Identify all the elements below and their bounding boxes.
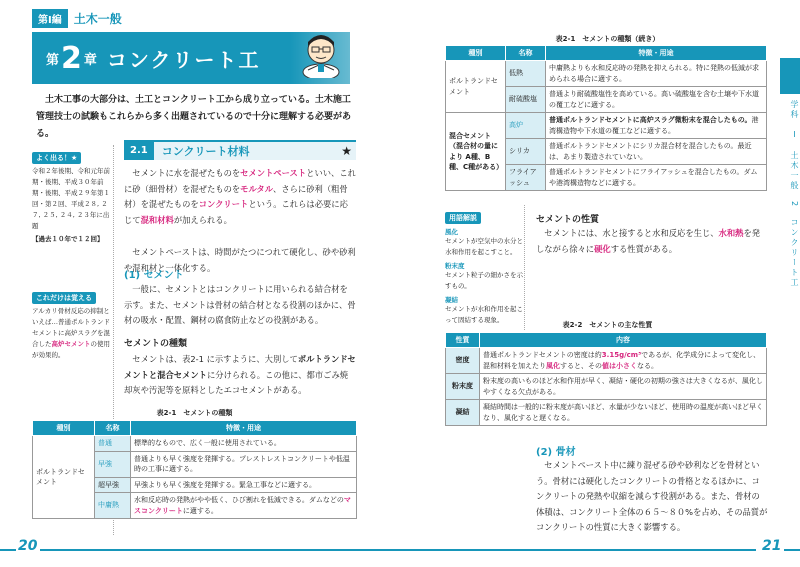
table-desc: 普通ポルトランドセメントにシリカ混合材を混合したもの。最近は、あまり製造されていない。 bbox=[546, 139, 767, 165]
table-2-2 bbox=[445, 332, 767, 426]
often-asked-recent: 【過去１０年で１２回】 bbox=[32, 235, 104, 243]
part-header bbox=[32, 8, 122, 28]
table-header: 特徴・用途 bbox=[131, 421, 357, 436]
table-key: 粉末度 bbox=[446, 374, 480, 400]
table-desc: 中庸熱よりも水和反応時の発熱を抑えられる。特に発熱の低減が求められる場合に適する。 bbox=[546, 61, 767, 87]
glossary-term: 凝結 bbox=[445, 296, 458, 304]
table-desc: 標準的なもので、広く一般に使用されている。 bbox=[131, 436, 357, 452]
table-row bbox=[446, 348, 767, 374]
table-name: 低熱 bbox=[506, 61, 546, 87]
footer-bar-left bbox=[0, 549, 16, 551]
table-desc: 早強よりも早く強度を発揮する。緊急工事などに適する。 bbox=[131, 477, 357, 493]
subheading-aggregate: (2) 骨材 bbox=[536, 447, 576, 458]
body-paragraph-2: セメントペーストは、時間がたつにつれて硬化し、砂や砂利や混和材と一体化する。 bbox=[124, 247, 356, 273]
table-key: 凝結 bbox=[446, 400, 480, 426]
table-2-1 bbox=[32, 420, 357, 519]
table-2-1-caption: 表2-1 セメントの種類 bbox=[156, 409, 233, 417]
table-name: 超早強 bbox=[95, 477, 131, 493]
table-2-2-caption: 表2-2 セメントの主な性質 bbox=[562, 321, 653, 329]
remember-tag: これだけは覚える bbox=[32, 292, 96, 304]
section-header bbox=[124, 140, 356, 160]
remember-text: アルカリ骨材反応の抑制といえば…普通ポルトランドセメントに高炉スラグを混合した高炉セメントの使用が効果的。 bbox=[32, 307, 110, 359]
glossary-tag: 用語解説 bbox=[445, 212, 481, 224]
glossary-def: セメントが空気中の水分と水和作用を起こすこと。 bbox=[445, 237, 523, 256]
section-number: 2.1 bbox=[124, 142, 154, 160]
table-category: ポルトランドセメント bbox=[33, 436, 95, 519]
heading-cement-types: セメントの種類 bbox=[124, 339, 188, 349]
mascot-icon bbox=[298, 30, 344, 78]
table-name: シリカ bbox=[506, 139, 546, 165]
table-category: ポルトランドセメント bbox=[446, 61, 506, 113]
table-desc: 粉末度の高いものほど水和作用が早く、凝結・硬化の初期の強さは大きくなるが、風化しやすくなる欠点がある。 bbox=[480, 374, 767, 400]
footer-bar-right-long bbox=[400, 549, 756, 551]
glossary-sidebar bbox=[445, 205, 525, 330]
table-name: 中庸熱 bbox=[95, 493, 131, 519]
page-number-left: 20 bbox=[18, 538, 38, 554]
table-desc: 普通ポルトランドセメントに高炉スラグ微粉末を混合したもの。港湾構造物や下水道の覆工などに適する。 bbox=[546, 113, 767, 139]
table-desc: 普通ポルトランドセメントにフライアッシュを混合したもの。ダムや港湾構造物などに適する。 bbox=[546, 165, 767, 191]
body-paragraph-1: セメントに水を混ぜたものをセメントペーストといい、これに砂（細骨材）を混ぜたものをモルタル、さらに砂利（粗骨材）を混ぜたものをコンクリートという。これらは必要に応じて混和材料が加えられる。 bbox=[124, 168, 356, 225]
body-paragraph-4: セメントは、表2-1 に示すように、大別してポルトランドセメントと混合セメントに分けられる。この他に、都市ごみ焼却灰や汚泥等を原料としたエコセメントがある。 bbox=[124, 354, 356, 395]
table-key: 密度 bbox=[446, 348, 480, 374]
remember-highlight: 高炉セメント bbox=[51, 340, 91, 348]
glossary-term: 風化 bbox=[445, 228, 458, 236]
table-name: 普通 bbox=[95, 436, 131, 452]
table-row bbox=[446, 61, 767, 87]
side-tab-marker bbox=[780, 58, 800, 94]
table-row bbox=[446, 400, 767, 426]
part-title: 土木一般 bbox=[73, 11, 122, 26]
chapter-sho: 章 bbox=[83, 52, 97, 68]
part-badge: 第Ⅰ編 bbox=[32, 9, 68, 28]
body-paragraph-5: セメントには、水と接すると水和反応を生じ、水和熱を発しながら徐々に硬化する性質がある。 bbox=[536, 228, 761, 254]
footer-bar-right bbox=[784, 549, 800, 551]
chapter-dai: 第 bbox=[46, 52, 60, 68]
table-row bbox=[446, 113, 767, 139]
table-row bbox=[33, 436, 357, 452]
often-asked-tag: よく出る！★ bbox=[32, 152, 81, 164]
glossary-def: セメント粒子の細かさを示すもの。 bbox=[445, 271, 523, 290]
glossary-term: 粉末度 bbox=[445, 262, 465, 270]
footer-bar-left-long bbox=[40, 549, 400, 551]
table-category: 混合セメント（混合材の量により A種、B種、C種がある） bbox=[446, 113, 506, 191]
table-name: フライアッシュ bbox=[506, 165, 546, 191]
section-title: コンクリート材料 bbox=[161, 145, 250, 158]
body-paragraph-6: セメントペースト中に練り混ぜる砂や砂利などを骨材という。骨材には硬化したコンクリートの骨格となるほかに、コンクリートの発熱や収縮を減らす役割がある。また、骨材の体積は、コンクリート全体の６５～８０%を占め、その品質がコンクリートの性質に大きく影響する。 bbox=[536, 460, 768, 532]
table-2-1-cont-caption: 表2-1 セメントの種類（続き） bbox=[555, 35, 660, 43]
table-2-1-continued bbox=[445, 45, 767, 191]
table-name: 耐硫酸塩 bbox=[506, 87, 546, 113]
glossary-def: セメントが水和作用を起こって固結する現象。 bbox=[445, 305, 523, 324]
table-desc: 水和反応時の発熱がやや低く、ひび割れを低減できる。ダムなどのマスコンクリートに適する。 bbox=[131, 493, 357, 519]
table-header: 性質 bbox=[446, 333, 480, 348]
chapter-title: コンクリート工 bbox=[106, 47, 261, 72]
subheading-cement: (1) セメント bbox=[124, 270, 184, 281]
heading-cement-properties: セメントの性質 bbox=[536, 215, 600, 225]
body-paragraph-3: 一般に、セメントとはコンクリートに用いられる結合材を示す。また、セメントは骨材の結合材となる役割のほかに、骨材の吸水・配置、鋼材の腐食防止などの役割がある。 bbox=[124, 284, 356, 325]
star-icon: ★ bbox=[341, 144, 352, 158]
often-asked-text: 令和２年後期、令和元年前期・後期、平成３０年前期・後期、平成２９年第１回・第２回、平成２８, ２７, ２５, ２４, ２３年に出題 bbox=[32, 167, 110, 230]
table-name: 早強 bbox=[95, 451, 131, 477]
chapter-number: 2 bbox=[61, 40, 82, 76]
side-vertical-label: 学科 Ⅰ 土木一般 2 コンクリート工 bbox=[790, 100, 799, 289]
table-desc: 凝結時間は一般的に粉末度が高いほど、水量が少ないほど、使用時の温度が高いほど早くなり、風化すると遅くなる。 bbox=[480, 400, 767, 426]
table-header: 特徴・用途 bbox=[546, 46, 767, 61]
table-header: 名称 bbox=[95, 421, 131, 436]
table-name: 高炉 bbox=[506, 113, 546, 139]
page-number-right: 21 bbox=[762, 538, 782, 554]
table-desc: 普通よりも早く強度を発揮する。プレストレストコンクリートや低温時の工事に適する。 bbox=[131, 451, 357, 477]
table-desc: 普通より耐硫酸塩性を高めている。高い硫酸塩を含む土壌や下水道の覆工などに適する。 bbox=[546, 87, 767, 113]
table-header: 種別 bbox=[33, 421, 95, 436]
table-header: 内容 bbox=[480, 333, 767, 348]
table-row bbox=[446, 374, 767, 400]
table-header: 名称 bbox=[506, 46, 546, 61]
table-desc: 普通ポルトランドセメントの密度は約3.15g/cm³であるが、化学成分によって変化し、混和材料を加えたり風化すると、その値は小さくなる。 bbox=[480, 348, 767, 374]
table-header: 種別 bbox=[446, 46, 506, 61]
chapter-intro: 土木工事の大部分は、土工とコンクリート工から成り立っている。土木施工管理技士の試験もこれらから多く出題されているので十分に理解する必要がある。 bbox=[36, 95, 352, 139]
